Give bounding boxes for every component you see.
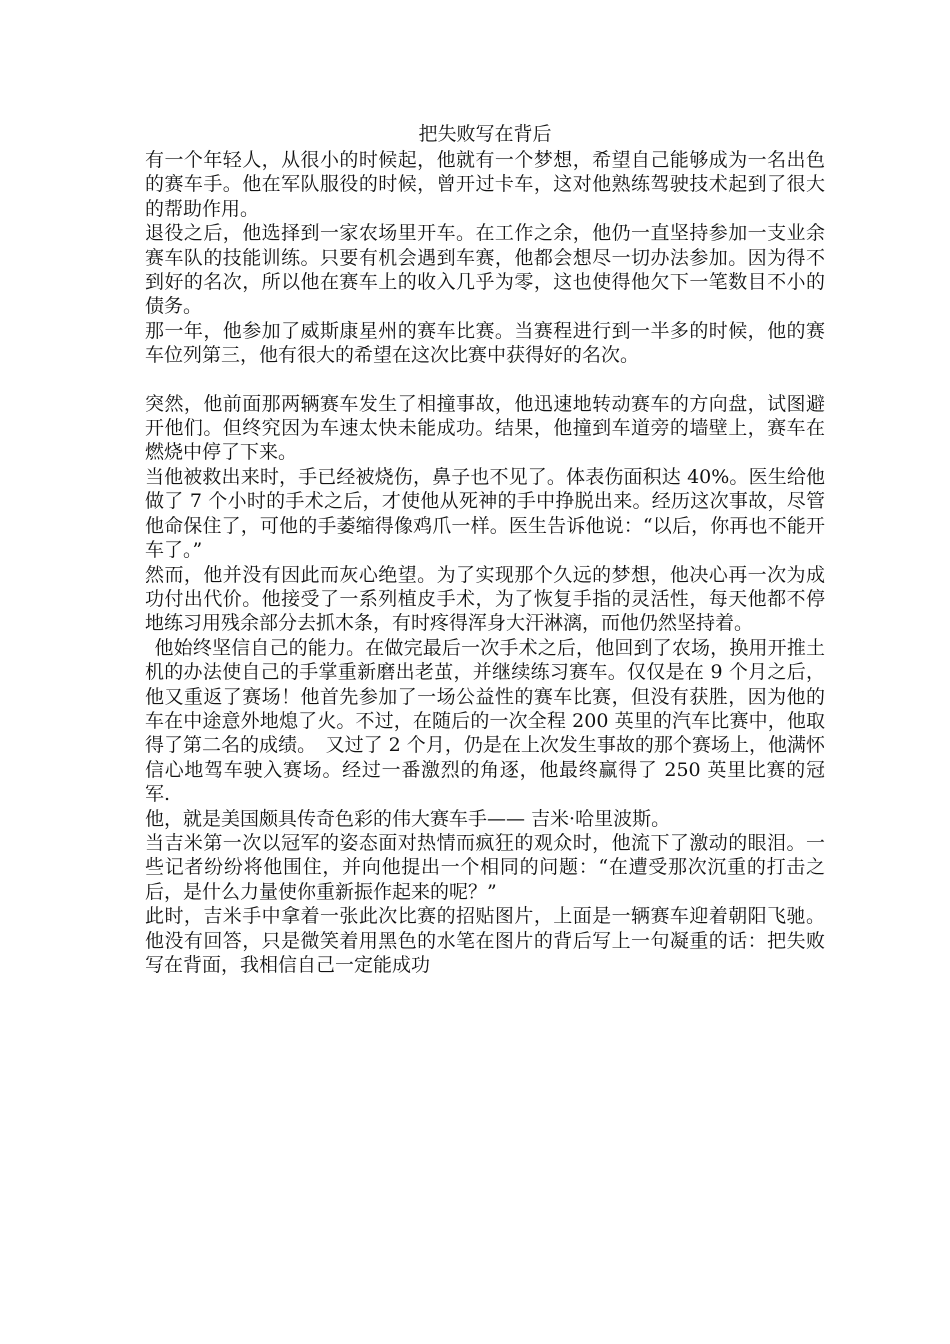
paragraph-9: 当吉米第一次以冠军的姿态面对热情而疯狂的观众时，他流下了激动的眼泪。一些记者纷纷将他围住，并向他提出一个相同的问题：“在遭受那次沉重的打击之后，是什么力量使你重新振作起来的呢？” xyxy=(145,831,825,903)
paragraph-7: 他始终坚信自己的能力。在做完最后一次手术之后，他回到了农场，换用开推土机的办法使自己的手掌重新磨出老茧，并继续练习赛车。仅仅是在 9 个月之后，他又重返了赛场！他首先参加了一场公益性的赛车比赛，但没有获胜，因为他的车在中途意外地熄了火。不过，在随后的一次全程 200 英里的汽车比赛中，他取得了第二名的成绩。 又过了 2 个月，仍是在上次发生事故的那个赛场上，他满怀信心地驾车驶入赛场。经过一番激烈的角逐，他最终赢得了 250 英里比赛的冠军. xyxy=(145,636,825,806)
paragraph-1: 有一个年轻人，从很小的时候起，他就有一个梦想，希望自己能够成为一名出色的赛车手。他在军队服役的时候，曾开过卡车，这对他熟练驾驶技术起到了很大的帮助作用。 xyxy=(145,149,825,220)
paragraph-spacer xyxy=(145,368,825,392)
paragraph-5: 当他被救出来时，手已经被烧伤，鼻子也不见了。体表伤面积达 40%。医生给他做了 7 个小时的手术之后，才使他从死神的手中挣脱出来。经历这次事故，尽管他命保住了，可他的手萎缩得像鸡爪一样。医生告诉他说：“以后，你再也不能开车了。” xyxy=(145,465,825,562)
paragraph-3: 那一年，他参加了威斯康星州的赛车比赛。当赛程进行到一半多的时候，他的赛车位列第三，他有很大的希望在这次比赛中获得好的名次。 xyxy=(145,319,825,367)
document-page xyxy=(145,120,825,977)
paragraph-10: 此时，吉米手中拿着一张此次比赛的招贴图片，上面是一辆赛车迎着朝阳飞驰。他没有回答，只是微笑着用黑色的水笔在图片的背后写上一句凝重的话：把失败写在背面，我相信自己一定能成功 xyxy=(145,905,825,976)
paragraph-8: 他，就是美国颇具传奇色彩的伟大赛车手—— 吉米·哈里波斯。 xyxy=(145,807,671,830)
document-title: 把失败写在背后 xyxy=(418,123,552,145)
paragraph-2: 退役之后，他选择到一家农场里开车。在工作之余，他仍一直坚持参加一支业余赛车队的技能训练。只要有机会遇到车赛，他都会想尽一切办法参加。因为得不到好的名次，所以他在赛车上的收入几乎为零，这也使得他欠下一笔数目不小的债务。 xyxy=(145,222,825,318)
paragraph-4: 突然，他前面那两辆赛车发生了相撞事故，他迅速地转动赛车的方向盘，试图避开他们。但终究因为车速太快未能成功。结果，他撞到车道旁的墙壁上，赛车在燃烧中停了下来。 xyxy=(145,392,825,464)
paragraph-6: 然而，他并没有因此而灰心绝望。为了实现那个久远的梦想，他决心再一次为成功付出代价。他接受了一系列植皮手术，为了恢复手指的灵活性，每天他都不停地练习用残余部分去抓木条，有时疼得浑身大汗淋漓，而他仍然坚持着。 xyxy=(145,563,825,635)
